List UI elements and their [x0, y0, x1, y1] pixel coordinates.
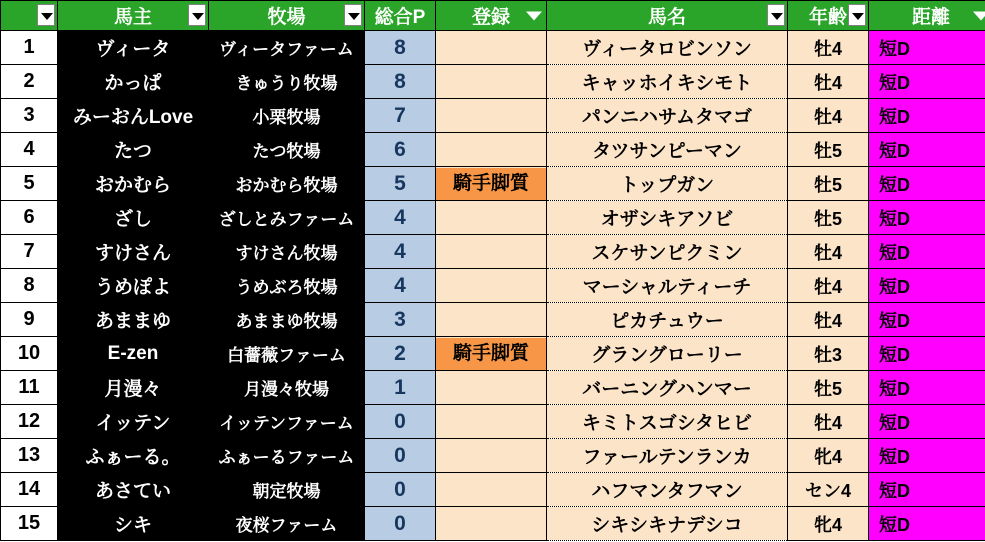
- distance-aptitude: 短D: [869, 473, 985, 507]
- table-row[interactable]: [1, 99, 985, 133]
- row-number: 1: [1, 31, 58, 65]
- table-body: [1, 31, 985, 541]
- total-points: 1: [365, 371, 436, 405]
- horse-name: スケサンピクミン: [547, 235, 788, 269]
- farm-name: たつ牧場: [209, 133, 365, 167]
- row-number: 13: [1, 439, 58, 473]
- farm-name: うめぶろ牧場: [209, 269, 365, 303]
- horse-name: グラングローリー: [547, 337, 788, 371]
- registration-empty: [436, 236, 546, 268]
- table-row[interactable]: [1, 473, 985, 507]
- table-row[interactable]: [1, 167, 985, 201]
- registration-cell[interactable]: [436, 405, 547, 439]
- total-points: 3: [365, 303, 436, 337]
- distance-aptitude: 短D: [869, 167, 985, 201]
- farm-name: ヴィータファーム: [209, 31, 365, 65]
- horse-age: 牡5: [788, 201, 869, 235]
- row-number: 12: [1, 405, 58, 439]
- farm-name: ざしとみファーム: [209, 201, 365, 235]
- owner-name: イッテン: [58, 405, 209, 439]
- horse-name: ファールテンランカ: [547, 439, 788, 473]
- registration-empty: [436, 440, 546, 472]
- registration-empty: [436, 66, 546, 98]
- table-row[interactable]: [1, 269, 985, 303]
- horse-age: 牡4: [788, 303, 869, 337]
- owner-name: あさてい: [58, 473, 209, 507]
- table-row[interactable]: [1, 65, 985, 99]
- owner-name: すけさん: [58, 235, 209, 269]
- total-points: 4: [365, 201, 436, 235]
- distance-aptitude: 短D: [869, 99, 985, 133]
- registration-empty: [436, 100, 546, 132]
- registration-empty: [436, 32, 546, 64]
- registration-badge: 騎手脚質: [436, 338, 546, 370]
- distance-aptitude: 短D: [869, 235, 985, 269]
- farm-name: きゅうり牧場: [209, 65, 365, 99]
- column-header-num[interactable]: [1, 1, 58, 31]
- row-number: 4: [1, 133, 58, 167]
- horse-age: 牡5: [788, 167, 869, 201]
- total-points: 0: [365, 405, 436, 439]
- total-points: 4: [365, 235, 436, 269]
- owner-name: かっぱ: [58, 65, 209, 99]
- row-number: 10: [1, 337, 58, 371]
- owner-name: E-zen: [58, 337, 209, 371]
- owner-name: ざし: [58, 201, 209, 235]
- owner-name: 月漫々: [58, 371, 209, 405]
- column-header-age-label: 年齢: [808, 7, 847, 28]
- horse-name: ハフマンタフマン: [547, 473, 788, 507]
- horse-name: シキシキナデシコ: [547, 507, 788, 541]
- distance-aptitude: 短D: [869, 371, 985, 405]
- farm-name: イッテンファーム: [209, 405, 365, 439]
- distance-aptitude: 短D: [869, 507, 985, 541]
- registration-cell[interactable]: [436, 235, 547, 269]
- horse-name: キャッホイキシモト: [547, 65, 788, 99]
- column-header-horse-name[interactable]: [547, 1, 788, 31]
- owner-name: ふぁーる。: [58, 439, 209, 473]
- horse-age: セン4: [788, 473, 869, 507]
- distance-aptitude: 短D: [869, 405, 985, 439]
- row-number: 11: [1, 371, 58, 405]
- distance-aptitude: 短D: [869, 65, 985, 99]
- table-row[interactable]: [1, 31, 985, 65]
- horse-name: マーシャルティーチ: [547, 269, 788, 303]
- column-header-distance[interactable]: [869, 1, 985, 31]
- horse-name: キミトスゴシタヒビ: [547, 405, 788, 439]
- row-number: 15: [1, 507, 58, 541]
- registration-cell[interactable]: [436, 201, 547, 235]
- table-row[interactable]: [1, 439, 985, 473]
- horse-age: 牡4: [788, 99, 869, 133]
- row-number: 5: [1, 167, 58, 201]
- registration-cell[interactable]: [436, 507, 547, 541]
- horse-age: 牡5: [788, 371, 869, 405]
- row-number: 14: [1, 473, 58, 507]
- table-header-row: [1, 1, 985, 31]
- registration-empty: [436, 134, 546, 166]
- horse-name: トップガン: [547, 167, 788, 201]
- table-row[interactable]: [1, 371, 985, 405]
- farm-name: おかむら牧場: [209, 167, 365, 201]
- horse-age: 牡5: [788, 133, 869, 167]
- owner-name: うめぽよ: [58, 269, 209, 303]
- filter-dropdown-icon-owner[interactable]: [188, 4, 206, 26]
- column-header-registration-label: 登録: [471, 7, 510, 28]
- column-header-registration[interactable]: [436, 1, 547, 31]
- column-header-farm[interactable]: [209, 1, 365, 31]
- farm-name: 月漫々牧場: [209, 371, 365, 405]
- registration-cell[interactable]: [436, 473, 547, 507]
- horse-age: 牝4: [788, 439, 869, 473]
- farm-name: 白薔薇ファーム: [209, 337, 365, 371]
- column-header-distance-label: 距離: [911, 7, 950, 28]
- column-header-points[interactable]: [365, 1, 436, 31]
- row-number: 2: [1, 65, 58, 99]
- horse-age: 牡3: [788, 337, 869, 371]
- distance-aptitude: 短D: [869, 337, 985, 371]
- farm-name: すけさん牧場: [209, 235, 365, 269]
- registration-cell[interactable]: [436, 303, 547, 337]
- horse-age: 牡4: [788, 235, 869, 269]
- row-number: 9: [1, 303, 58, 337]
- horse-age: 牝4: [788, 507, 869, 541]
- registration-badge: 騎手脚質: [436, 168, 546, 200]
- total-points: 6: [365, 133, 436, 167]
- registration-cell[interactable]: [436, 167, 547, 201]
- filter-dropdown-icon-age[interactable]: [848, 4, 866, 26]
- total-points: 0: [365, 507, 436, 541]
- table-row[interactable]: [1, 235, 985, 269]
- registration-empty: [436, 304, 546, 336]
- horse-age: 牡4: [788, 269, 869, 303]
- column-header-points-label: 総合P: [374, 7, 426, 28]
- table-row[interactable]: [1, 507, 985, 541]
- distance-aptitude: 短D: [869, 269, 985, 303]
- registration-cell[interactable]: [436, 31, 547, 65]
- registration-cell[interactable]: [436, 133, 547, 167]
- table-row[interactable]: [1, 201, 985, 235]
- farm-name: 朝定牧場: [209, 473, 365, 507]
- owner-name: あままゆ: [58, 303, 209, 337]
- registration-empty: [436, 474, 546, 506]
- horse-age: 牡4: [788, 405, 869, 439]
- farm-name: あままゆ牧場: [209, 303, 365, 337]
- distance-aptitude: 短D: [869, 133, 985, 167]
- horse-name: タツサンピーマン: [547, 133, 788, 167]
- column-header-owner[interactable]: [58, 1, 209, 31]
- total-points: 0: [365, 473, 436, 507]
- total-points: 7: [365, 99, 436, 133]
- registration-empty: [436, 270, 546, 302]
- registration-cell[interactable]: [436, 439, 547, 473]
- filter-dropdown-icon-horse-name[interactable]: [767, 4, 785, 26]
- table-row[interactable]: [1, 303, 985, 337]
- filter-dropdown-icon-num[interactable]: [37, 4, 55, 26]
- filter-active-icon-distance[interactable]: [973, 11, 985, 20]
- table-row[interactable]: [1, 133, 985, 167]
- owner-name: おかむら: [58, 167, 209, 201]
- registration-empty: [436, 406, 546, 438]
- horse-age: 牡4: [788, 65, 869, 99]
- horse-age: 牡4: [788, 31, 869, 65]
- row-number: 7: [1, 235, 58, 269]
- total-points: 8: [365, 65, 436, 99]
- filter-active-icon-registration[interactable]: [526, 11, 542, 20]
- horse-name: ピカチュウー: [547, 303, 788, 337]
- distance-aptitude: 短D: [869, 439, 985, 473]
- registration-cell[interactable]: [436, 337, 547, 371]
- row-number: 8: [1, 269, 58, 303]
- registration-empty: [436, 508, 546, 540]
- filter-dropdown-icon-farm[interactable]: [344, 4, 362, 26]
- column-header-owner-label: 馬主: [113, 7, 152, 28]
- column-header-age[interactable]: [788, 1, 869, 31]
- distance-aptitude: 短D: [869, 31, 985, 65]
- horse-name: バーニングハンマー: [547, 371, 788, 405]
- total-points: 2: [365, 337, 436, 371]
- owner-name: たつ: [58, 133, 209, 167]
- row-number: 6: [1, 201, 58, 235]
- distance-aptitude: 短D: [869, 201, 985, 235]
- registration-empty: [436, 202, 546, 234]
- registration-cell[interactable]: [436, 269, 547, 303]
- registration-cell[interactable]: [436, 65, 547, 99]
- row-number: 3: [1, 99, 58, 133]
- owner-name: シキ: [58, 507, 209, 541]
- column-header-farm-label: 牧場: [267, 7, 306, 28]
- owner-name: みーおんLove: [58, 99, 209, 133]
- distance-aptitude: 短D: [869, 303, 985, 337]
- farm-name: 夜桜ファーム: [209, 507, 365, 541]
- owner-name: ヴィータ: [58, 31, 209, 65]
- farm-name: 小栗牧場: [209, 99, 365, 133]
- farm-name: ふぁーるファーム: [209, 439, 365, 473]
- registration-empty: [436, 372, 546, 404]
- total-points: 0: [365, 439, 436, 473]
- column-header-horse-name-label: 馬名: [647, 7, 686, 28]
- total-points: 4: [365, 269, 436, 303]
- horse-name: パンニハサムタマゴ: [547, 99, 788, 133]
- total-points: 5: [365, 167, 436, 201]
- horse-name: オザシキアソビ: [547, 201, 788, 235]
- registration-cell[interactable]: [436, 99, 547, 133]
- registration-cell[interactable]: [436, 371, 547, 405]
- table-row[interactable]: [1, 405, 985, 439]
- total-points: 8: [365, 31, 436, 65]
- table-row[interactable]: [1, 337, 985, 371]
- horse-name: ヴィータロビンソン: [547, 31, 788, 65]
